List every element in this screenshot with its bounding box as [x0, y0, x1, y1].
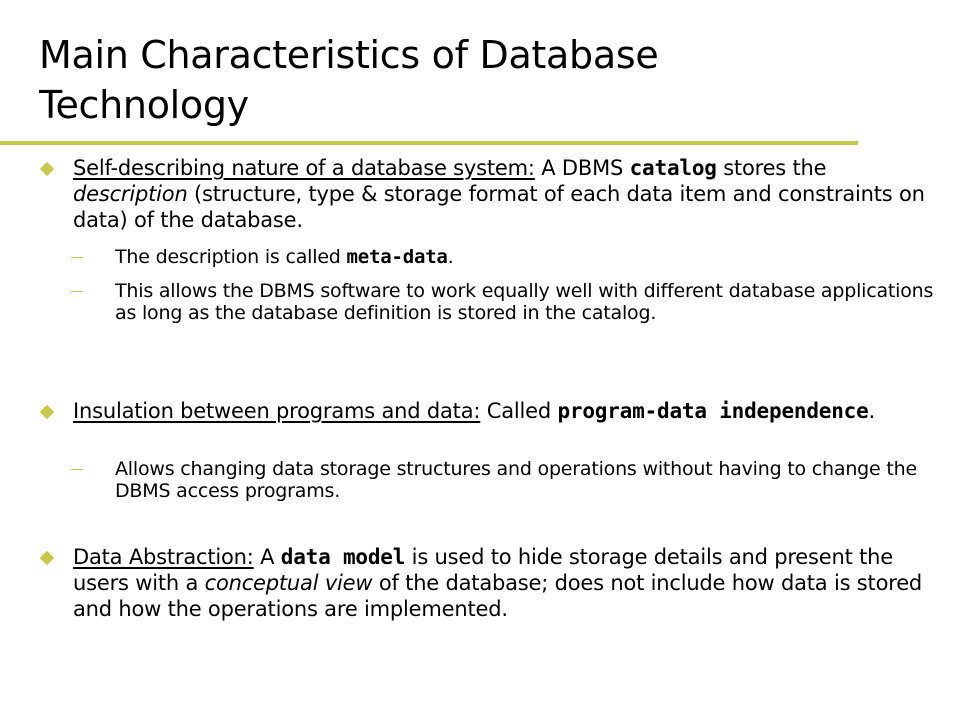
point-keyword: catalog — [629, 156, 717, 180]
point-text: of the database; does not include how data is stored and how the operations are implemented. — [73, 571, 923, 621]
sub-point-text: The description is called — [115, 246, 347, 268]
point-emphasis: description — [73, 182, 188, 206]
diamond-bullet-icon — [40, 162, 54, 176]
dash-bullet-icon — [71, 469, 83, 470]
bullet-point-data-abstraction — [73, 544, 945, 622]
point-text: is used to hide storage details and present the users with a — [73, 545, 893, 595]
point-heading: Insulation between programs and data: — [73, 399, 481, 423]
point-emphasis: conceptual view — [204, 571, 373, 595]
sub-point-text: This allows the DBMS software to work equally well with different database applications as long as the database definition is stored in the catalog. — [115, 280, 934, 324]
point-text: Called — [480, 399, 558, 423]
sub-point-catalog — [115, 280, 945, 324]
point-text: (structure, type & storage format of each data item and constraints on data) of the database. — [73, 182, 925, 232]
dash-bullet-icon — [71, 291, 83, 292]
point-heading: Self-describing nature of a database system: — [73, 156, 535, 180]
slide-title: Main Characteristics of Database Technology — [39, 33, 659, 127]
point-text: A — [253, 545, 281, 569]
point-text: A DBMS — [534, 156, 630, 180]
sub-point-data-storage — [115, 458, 945, 502]
point-heading: Data Abstraction: — [73, 545, 254, 569]
diamond-bullet-icon — [40, 551, 54, 565]
sub-point-meta-data — [115, 246, 945, 268]
point-keyword: program-data independence — [557, 399, 869, 423]
point-keyword: data model — [280, 545, 406, 569]
sub-point-text: . — [447, 246, 454, 268]
sub-point-keyword: meta-data — [346, 246, 448, 268]
point-text: stores the — [716, 156, 827, 180]
dash-bullet-icon — [71, 257, 83, 258]
point-text: . — [868, 399, 876, 423]
bullet-point-insulation — [73, 398, 945, 424]
sub-point-text: Allows changing data storage structures and operations without having to change the DBMS access programs. — [115, 458, 917, 502]
diamond-bullet-icon — [40, 405, 54, 419]
title-underline-rule — [0, 141, 858, 145]
bullet-point-self-describing — [73, 155, 945, 233]
